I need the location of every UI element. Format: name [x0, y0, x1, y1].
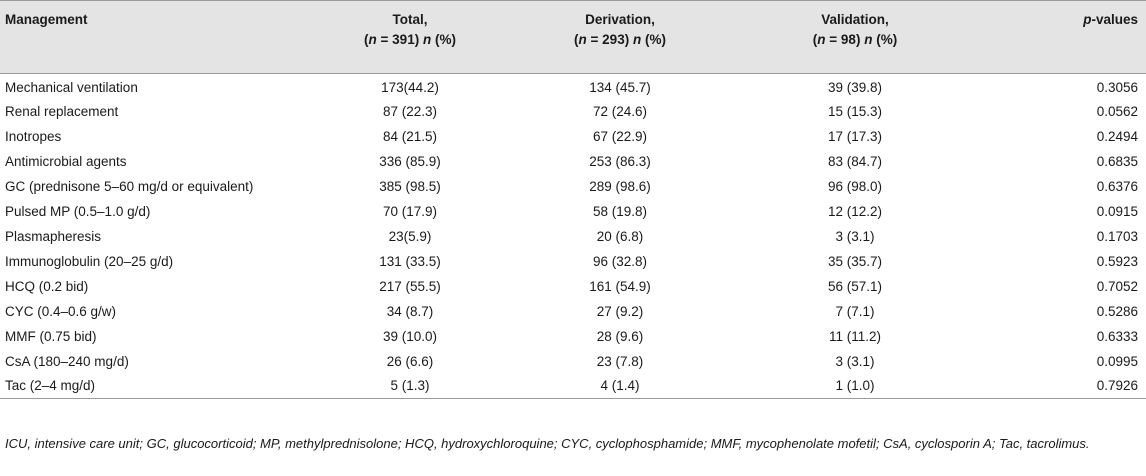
cell-total: 336 (85.9)	[379, 153, 441, 169]
cell-p-value: 0.6333	[1096, 328, 1138, 344]
cell-validation: 7 (7.1)	[835, 303, 875, 319]
cell-total: 217 (55.5)	[379, 278, 441, 294]
row-label: Immunoglobulin (20–25 g/d)	[5, 253, 174, 269]
row-label: Pulsed MP (0.5–1.0 g/d)	[5, 203, 151, 219]
cell-p-value: 0.1703	[1096, 228, 1138, 244]
cell-derivation: 27 (9.2)	[596, 303, 644, 319]
table-row	[0, 374, 1146, 399]
table-row	[0, 124, 1146, 149]
table-body	[0, 74, 1146, 399]
cell-derivation: 96 (32.8)	[592, 253, 648, 269]
cell-validation: 3 (3.1)	[835, 228, 875, 244]
cell-validation: 56 (57.1)	[827, 278, 883, 294]
cell-derivation: 72 (24.6)	[592, 103, 648, 119]
cell-derivation: 289 (98.6)	[589, 178, 651, 194]
cell-total: 70 (17.9)	[382, 203, 438, 219]
cell-p-value: 0.2494	[1096, 128, 1138, 144]
cell-p-value: 0.7926	[980, 374, 1146, 399]
cell-p-value: 0.5286	[1096, 303, 1138, 319]
table-row	[0, 74, 1146, 99]
table-footnote: ICU, intensive care unit; GC, glucocorticoid; MP, methylprednisolone; HCQ, hydroxychloroquine; CYC, cyclophosphamide; MMF, mycophenolate mofetil; CsA, cyclosporin A; Tac, tacrolimus.	[5, 436, 1090, 451]
table-row	[0, 99, 1146, 124]
table-row	[0, 274, 1146, 299]
cell-total: 87 (22.3)	[382, 103, 438, 119]
cell-p-value: 0.0915	[1096, 203, 1138, 219]
cell-validation: 39 (39.8)	[827, 79, 883, 95]
row-label: Inotropes	[5, 128, 62, 144]
cell-total: 39 (10.0)	[382, 328, 438, 344]
cell-total: 5 (1.3)	[310, 374, 510, 399]
row-label: Mechanical ventilation	[5, 79, 138, 95]
table-row	[0, 349, 1146, 374]
table-row	[0, 299, 1146, 324]
cell-validation: 3 (3.1)	[835, 353, 875, 369]
cell-p-value: 0.0562	[1096, 103, 1138, 119]
cell-validation: 17 (17.3)	[827, 128, 883, 144]
header-derivation-n: (n = 293) n (%)	[574, 32, 666, 47]
row-label: GC (prednisone 5–60 mg/d or equivalent)	[5, 178, 254, 194]
cell-p-value: 0.6835	[1096, 153, 1138, 169]
row-label: HCQ (0.2 bid)	[5, 278, 89, 294]
row-label: CYC (0.4–0.6 g/w)	[5, 303, 117, 319]
cell-total: 385 (98.5)	[379, 178, 441, 194]
cell-total: 34 (8.7)	[386, 303, 434, 319]
cell-validation: 12 (12.2)	[827, 203, 883, 219]
cell-p-value: 0.0995	[1096, 353, 1138, 369]
row-label: Antimicrobial agents	[5, 153, 127, 169]
header-total-n: (n = 391) n (%)	[364, 32, 456, 47]
cell-derivation: 20 (6.8)	[596, 228, 644, 244]
row-label: CsA (180–240 mg/d)	[5, 353, 129, 369]
table-row	[0, 324, 1146, 349]
cell-derivation: 58 (19.8)	[592, 203, 648, 219]
cell-validation: 96 (98.0)	[827, 178, 883, 194]
cell-derivation: 161 (54.9)	[589, 278, 651, 294]
cell-p-value: 0.3056	[1096, 79, 1138, 95]
header-total	[310, 1, 510, 74]
header-p-values: p-values	[980, 1, 1146, 74]
cell-validation: 83 (84.7)	[827, 153, 883, 169]
cell-total: 84 (21.5)	[382, 128, 438, 144]
cell-validation: 1 (1.0)	[730, 374, 980, 399]
table-row	[0, 149, 1146, 174]
cell-total: 23(5.9)	[388, 228, 432, 244]
cell-validation: 35 (35.7)	[827, 253, 883, 269]
cell-derivation: 4 (1.4)	[510, 374, 730, 399]
table-row	[0, 199, 1146, 224]
cell-derivation: 253 (86.3)	[589, 153, 651, 169]
header-validation-n: (n = 98) n (%)	[812, 32, 898, 47]
cell-validation: 11 (11.2)	[828, 328, 882, 344]
cell-total: 173(44.2)	[381, 79, 439, 95]
cell-total: 26 (6.6)	[386, 353, 434, 369]
header-validation	[730, 1, 980, 74]
header-validation-title: Validation,	[821, 12, 889, 27]
cell-derivation: 28 (9.6)	[596, 328, 644, 344]
table-header	[0, 1, 1146, 74]
cell-validation: 15 (15.3)	[827, 103, 883, 119]
table-row	[0, 249, 1146, 274]
header-total-title: Total,	[392, 12, 428, 27]
row-label: Plasmapheresis	[5, 228, 102, 244]
header-derivation-title: Derivation,	[585, 12, 655, 27]
row-label: MMF (0.75 bid)	[5, 328, 97, 344]
header-management: Management	[0, 1, 310, 74]
cell-p-value: 0.6376	[1096, 178, 1138, 194]
cell-derivation: 134 (45.7)	[589, 79, 651, 95]
row-label: Tac (2–4 mg/d)	[0, 374, 310, 399]
cell-derivation: 67 (22.9)	[592, 128, 648, 144]
table-row	[0, 174, 1146, 199]
cell-total: 131 (33.5)	[379, 253, 441, 269]
cell-derivation: 23 (7.8)	[596, 353, 644, 369]
table-row	[0, 224, 1146, 249]
row-label: Renal replacement	[5, 103, 119, 119]
cell-p-value: 0.7052	[1096, 278, 1138, 294]
cell-p-value: 0.5923	[1096, 253, 1138, 269]
header-derivation	[510, 1, 730, 74]
